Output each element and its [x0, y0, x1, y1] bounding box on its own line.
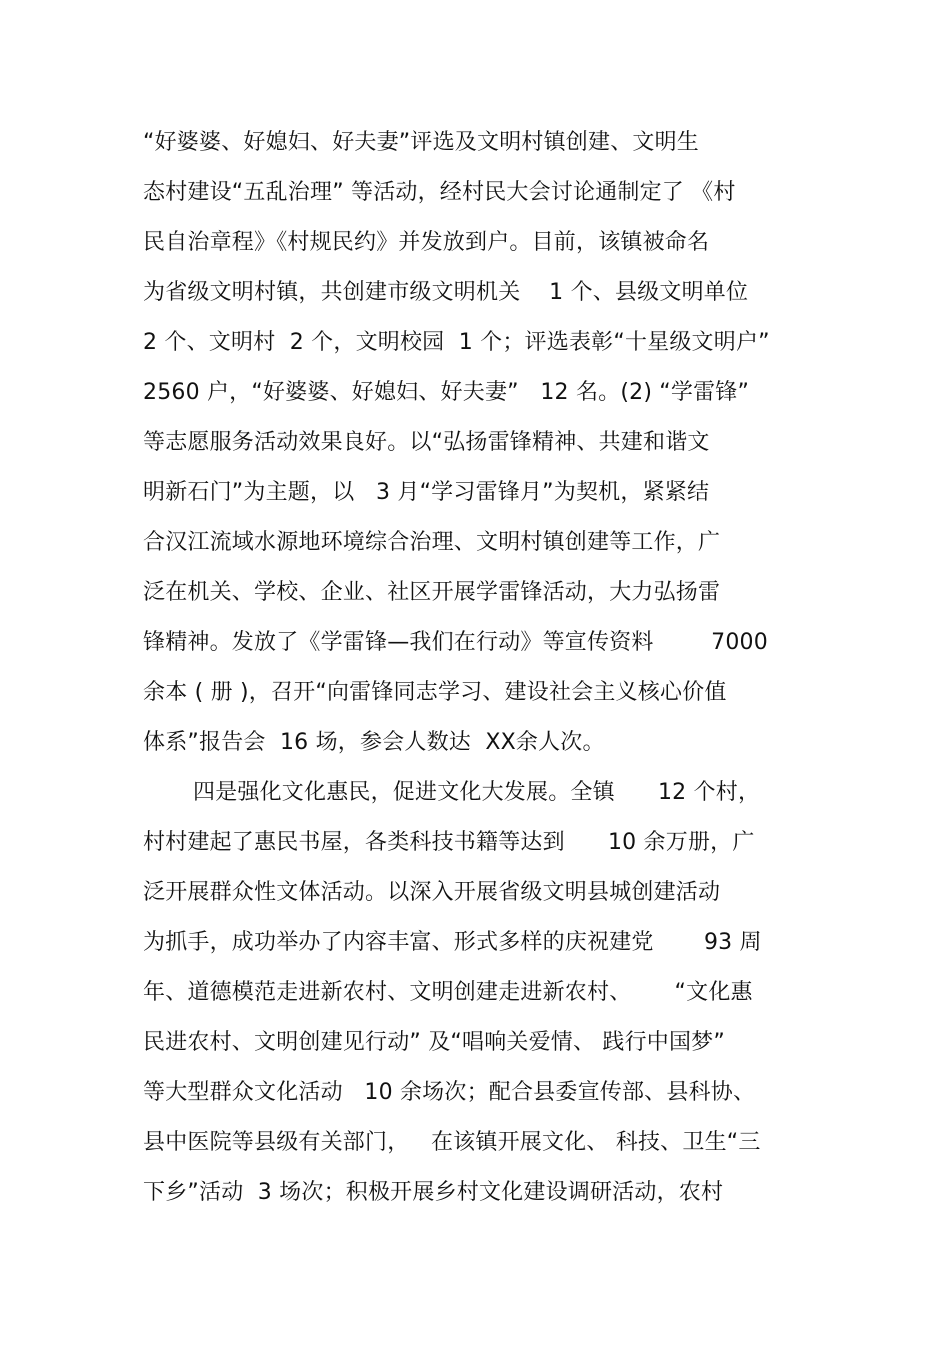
text-line: 下乡”活动 3 场次；积极开展乡村文化建设调研活动，农村 — [143, 1180, 724, 1205]
paragraph-start-line: 四是强化文化惠民，促进文化大发展。全镇 12 个村， — [193, 780, 761, 805]
text-line: 为省级文明村镇，共创建市级文明机关 1 个、县级文明单位 — [143, 280, 749, 305]
text-line: 民自治章程》《村规民约》并发放到户。目前，该镇被命名 — [143, 230, 710, 255]
text-line: 县中医院等县级有关部门， 在该镇开展文化、 科技、卫生“三 — [143, 1130, 761, 1155]
text-line: 等大型群众文化活动 10 余场次；配合县委宣传部、县科协、 — [143, 1080, 756, 1105]
text-line: 合汉江流域水源地环境综合治理、文明村镇创建等工作，广 — [143, 530, 721, 555]
text-line: 年、道德模范走进新农村、文明创建走进新农村、 “文化惠 — [143, 980, 753, 1005]
text-line: 明新石门”为主题，以 3 月“学习雷锋月”为契机，紧紧结 — [143, 480, 710, 505]
text-line: 村村建起了惠民书屋，各类科技书籍等达到 10 余万册，广 — [143, 830, 755, 855]
text-line: 余本 ( 册 )，召开“向雷锋同志学习、建设社会主义核心价值 — [143, 680, 727, 705]
text-line: 2560 户，“好婆婆、好媳妇、好夫妻” 12 名。(2) “学雷锋” — [143, 380, 750, 405]
text-line: 锋精神。发放了《学雷锋—我们在行动》等宣传资料 7000 — [143, 630, 768, 655]
text-line: 民进农村、文明创建见行动” 及“唱响关爱情、 践行中国梦” — [143, 1030, 725, 1055]
body-text — [143, 118, 823, 1218]
text-line: 为抓手，成功举办了内容丰富、形式多样的庆祝建党 93 周 — [143, 930, 762, 955]
text-line: 态村建设“五乱治理” 等活动，经村民大会讨论通制定了 《村 — [143, 180, 736, 205]
text-line: 泛开展群众性文体活动。以深入开展省级文明县城创建活动 — [143, 880, 721, 905]
text-line: 2 个、文明村 2 个，文明校园 1 个；评选表彰“十星级文明户” — [143, 330, 770, 355]
text-line: 体系”报告会 16 场，参会人数达 XX余人次。 — [143, 730, 605, 755]
text-line: 等志愿服务活动效果良好。以“弘扬雷锋精神、共建和谐文 — [143, 430, 710, 455]
text-line: “好婆婆、好媳妇、好夫妻”评选及文明村镇创建、文明生 — [143, 130, 699, 155]
text-line: 泛在机关、学校、企业、社区开展学雷锋活动，大力弘扬雷 — [143, 580, 721, 605]
